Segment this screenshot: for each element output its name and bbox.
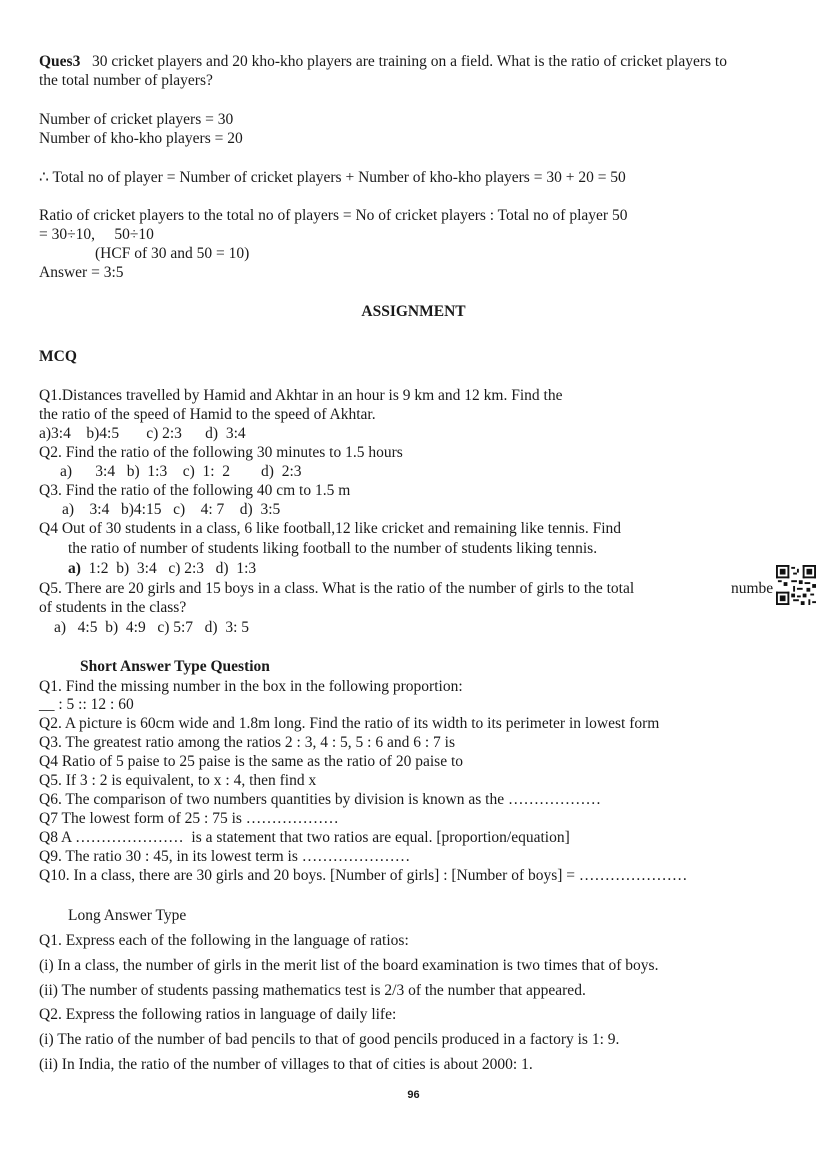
short-line-10: Q9. The ratio 30 : 45, in its lowest term is ………………… xyxy=(39,848,411,865)
worked-line-4: Ratio of cricket players to the total no of players = No of cricket players : Total no of player 50 xyxy=(39,207,628,224)
short-line-3: Q2. A picture is 60cm wide and 1.8m long. Find the ratio of its width to its perimeter in lowest form xyxy=(39,715,660,732)
mcq-line-11: Q5. There are 20 girls and 15 boys in a class. What is the ratio of the number of girls to the total xyxy=(39,580,635,597)
long-line-5: (i) The ratio of the number of bad pencils to that of good pencils produced in a factory is 1: 9. xyxy=(39,1031,620,1048)
mcq-heading: MCQ xyxy=(39,348,77,365)
short-line-8: Q7 The lowest form of 25 : 75 is ……………… xyxy=(39,810,339,827)
qr-code-icon xyxy=(776,565,816,605)
mcq-line-13: a) 4:5 b) 4:9 c) 5:7 d) 3: 5 xyxy=(54,619,250,636)
short-line-9: Q8 A ………………… is a statement that two ratios are equal. [proportion/equation] xyxy=(39,829,570,846)
short-line-6: Q5. If 3 : 2 is equivalent, to x : 4, then find x xyxy=(39,772,317,789)
ques3-label: Ques3 xyxy=(39,53,81,70)
worked-answer: Answer = 3:5 xyxy=(39,264,124,281)
mcq-line-2: the ratio of the speed of Hamid to the speed of Akhtar. xyxy=(39,406,376,423)
short-line-5: Q4 Ratio of 5 paise to 25 paise is the same as the ratio of 20 paise to xyxy=(39,753,464,770)
ques3-text-2: the total number of players? xyxy=(39,72,213,89)
mcq-line-8: Q4 Out of 30 students in a class, 6 like football,12 like cricket and remaining like tennis. Find xyxy=(39,520,621,537)
worked-line-5: = 30÷10, 50÷10 xyxy=(39,226,154,243)
mcq-line-4: Q2. Find the ratio of the following 30 minutes to 1.5 hours xyxy=(39,444,403,461)
ques3-line-1 xyxy=(39,52,727,71)
long-line-2: (i) In a class, the number of girls in the merit list of the board examination is two times that of boys. xyxy=(39,957,659,974)
long-line-6: (ii) In India, the ratio of the number of villages to that of cities is about 2000: 1. xyxy=(39,1056,533,1073)
mcq-line-7: a) 3:4 b)4:15 c) 4: 7 d) 3:5 xyxy=(62,501,281,518)
mcq-line-10 xyxy=(68,559,256,578)
short-answer-heading: Short Answer Type Question xyxy=(80,658,270,675)
long-line-1: Q1. Express each of the following in the language of ratios: xyxy=(39,932,409,949)
mcq-line-12: of students in the class? xyxy=(39,599,187,616)
q4-option-a-label: a) xyxy=(68,560,81,577)
page-number: 96 xyxy=(407,1089,420,1101)
mcq-line-9: the ratio of number of students liking football to the number of students liking tennis. xyxy=(68,540,598,557)
long-answer-heading: Long Answer Type xyxy=(68,907,187,924)
short-line-2: __ : 5 :: 12 : 60 xyxy=(39,696,134,713)
short-line-11: Q10. In a class, there are 30 girls and 20 boys. [Number of girls] : [Number of boys] = ………………… xyxy=(39,867,688,884)
long-line-4: Q2. Express the following ratios in language of daily life: xyxy=(39,1006,397,1023)
mcq-line-6: Q3. Find the ratio of the following 40 cm to 1.5 m xyxy=(39,482,351,499)
mcq-line-1: Q1.Distances travelled by Hamid and Akhtar in an hour is 9 km and 12 km. Find the xyxy=(39,387,563,404)
mcq-line-11-cont: numbe xyxy=(731,580,774,597)
short-line-1: Q1. Find the missing number in the box in the following proportion: xyxy=(39,678,463,695)
q4-options: 1:2 b) 3:4 c) 2:3 d) 1:3 xyxy=(88,560,257,577)
mcq-line-5: a) 3:4 b) 1:3 c) 1: 2 d) 2:3 xyxy=(60,463,302,480)
worked-line-3: ∴ Total no of player = Number of cricket players + Number of kho-kho players = 30 + 20 = 50 xyxy=(39,169,626,186)
worked-line-6: (HCF of 30 and 50 = 10) xyxy=(95,245,250,262)
mcq-line-3: a)3:4 b)4:5 c) 2:3 d) 3:4 xyxy=(39,425,246,442)
worked-line-2: Number of kho-kho players = 20 xyxy=(39,130,243,147)
worked-line-1: Number of cricket players = 30 xyxy=(39,111,234,128)
long-line-3: (ii) The number of students passing mathematics test is 2/3 of the number that appeared. xyxy=(39,982,586,999)
short-line-7: Q6. The comparison of two numbers quantities by division is known as the ……………… xyxy=(39,791,601,808)
assignment-title: ASSIGNMENT xyxy=(361,303,466,320)
short-line-4: Q3. The greatest ratio among the ratios 2 : 3, 4 : 5, 5 : 6 and 6 : 7 is xyxy=(39,734,455,751)
ques3-text-1: 30 cricket players and 20 kho-kho players are training on a field. What is the ratio of cricket players to xyxy=(91,53,727,70)
